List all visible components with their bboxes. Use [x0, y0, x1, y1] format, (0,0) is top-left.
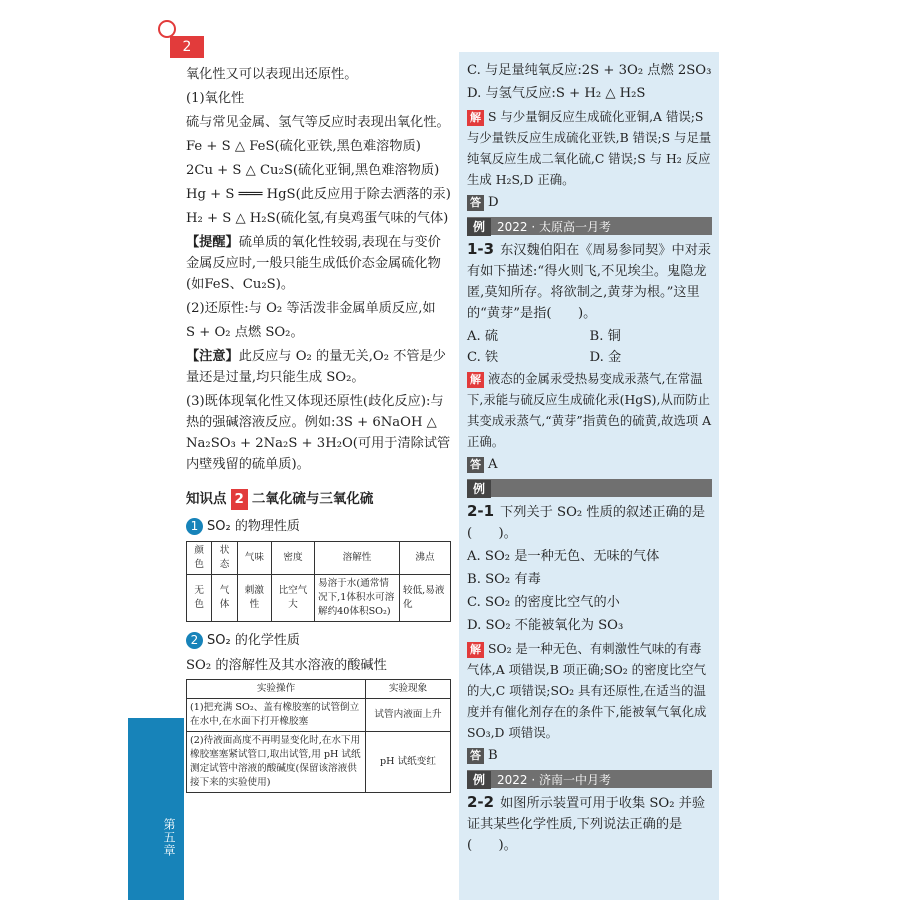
equation-hg: Hg + S ═══ HgS(此反应用于除去洒落的汞) — [186, 187, 451, 202]
reduction-heading: (2)还原性:与 O₂ 等活泼非金属单质反应,如 — [186, 301, 436, 316]
table-cell: (1)把充满 SO₂、盖有橡胶塞的试管倒立在水中,在水面下打开橡胶塞 — [187, 699, 366, 732]
example-bar — [467, 479, 712, 497]
tip-label: 【提醒】 — [186, 235, 239, 250]
solution-3-text: SO₂ 是一种无色、有刺激性气味的有毒气体,A 项错误,B 项正确;SO₂ 的密度比空气的大,C 项错误;SO₂ 具有还原性,在适当的温度并有催化剂存在的条件下,能被氧气氧化成 SO₃,D 项错误。 — [467, 641, 707, 740]
solution-tag: 解 — [467, 372, 484, 388]
table-header: 颜色 — [187, 542, 212, 575]
solution-tag: 解 — [467, 110, 484, 126]
table-header: 溶解性 — [315, 542, 400, 575]
table-row — [187, 732, 451, 793]
table-header: 密度 — [271, 542, 314, 575]
example-label: 例 — [467, 480, 491, 498]
note-label: 【注意】 — [186, 349, 239, 364]
question-2-1 — [467, 501, 712, 544]
table-cell: 较低,易液化 — [400, 575, 451, 622]
answer-1-value: D — [488, 195, 499, 210]
oxidation-heading: (1)氧化性 — [186, 91, 245, 106]
note-paragraph — [186, 346, 451, 388]
answer-2 — [467, 454, 712, 475]
intro-text: 氧化性又可以表现出还原性。 — [186, 67, 358, 82]
table-header: 气味 — [237, 542, 271, 575]
solution-tag: 解 — [467, 642, 484, 658]
section-number-2: 2 — [186, 632, 203, 649]
option-item: B. 铜 — [589, 329, 621, 344]
section-chemical — [186, 630, 451, 651]
option-item: C. 铁 — [467, 350, 499, 365]
chemical-intro: SO₂ 的溶解性及其水溶液的酸碱性 — [186, 658, 387, 673]
solution-2 — [467, 368, 712, 452]
option-c: C. 与足量纯氧反应:2S + 3O₂ 点燃 2SO₃ — [467, 63, 712, 78]
physical-properties-table — [186, 541, 451, 622]
example-label: 例 — [467, 771, 491, 789]
right-column — [459, 52, 719, 900]
kp-label: 知识点 — [186, 491, 227, 507]
example-label: 例 — [467, 218, 491, 236]
option-item: A. SO₂ 是一种无色、无味的气体 — [467, 549, 660, 564]
table-header-row — [187, 542, 451, 575]
table-cell: 易溶于水(通常情况下,1体积水可溶解约40体积SO₂) — [315, 575, 400, 622]
option-item: D. SO₂ 不能被氧化为 SO₃ — [467, 618, 624, 633]
table-cell: 试管内液面上升 — [366, 699, 451, 732]
answer-1 — [467, 192, 712, 213]
note-text: 此反应与 O₂ 的量无关,O₂ 不管是少量还是过量,均只能生成 SO₂。 — [186, 349, 446, 385]
table-header-row — [187, 680, 451, 699]
question-options — [467, 326, 712, 368]
table-header: 状态 — [212, 542, 237, 575]
question-number: 2-1 — [467, 502, 495, 520]
kp-number: 2 — [231, 489, 248, 510]
table-cell: pH 试纸变红 — [366, 732, 451, 793]
table-header: 实验操作 — [187, 680, 366, 699]
tip-paragraph — [186, 232, 451, 295]
question-text: 如图所示装置可用于收集 SO₂ 并验证其某些化学性质,下列说法正确的是( )。 — [467, 796, 706, 853]
answer-3-value: B — [488, 748, 498, 763]
question-text: 下列关于 SO₂ 性质的叙述正确的是( )。 — [467, 505, 706, 541]
table-cell: 刺激性 — [237, 575, 271, 622]
table-cell: 比空气大 — [271, 575, 314, 622]
question-2-2 — [467, 792, 712, 856]
solution-2-text: 液态的金属汞受热易变成汞蒸气,在常温下,汞能与硫反应生成硫化汞(HgS),从而防止其变成汞蒸气,“黄芽”指黄色的硫黄,故选项 A 正确。 — [467, 371, 712, 449]
oxidation-desc: 硫与常见金属、氢气等反应时表现出氧化性。 — [186, 115, 450, 130]
section-chemical-title: SO₂ 的化学性质 — [207, 633, 300, 648]
equation-o2: S + O₂ 点燃 SO₂。 — [186, 325, 304, 340]
table-row — [187, 575, 451, 622]
example-source: 2022 · 济南一中月考 — [497, 773, 611, 787]
equation-h2: H₂ + S △ H₂S(硫化氢,有臭鸡蛋气味的气体) — [186, 211, 449, 226]
table-row — [187, 699, 451, 732]
table-cell: (2)待液面高度不再明显变化时,在水下用橡胶塞塞紧试管口,取出试管,用 pH 试纸测定试管中溶液的酸碱度(保留该溶液供接下来的实验使用) — [187, 732, 366, 793]
equation-fe: Fe + S △ FeS(硫化亚铁,黑色难溶物质) — [186, 139, 421, 154]
question-number: 2-2 — [467, 793, 495, 811]
answer-tag: 答 — [467, 195, 484, 211]
option-item: D. 金 — [589, 350, 622, 365]
answer-tag: 答 — [467, 748, 484, 764]
table-cell: 无色 — [187, 575, 212, 622]
chapter-tab — [128, 718, 184, 900]
answer-tag: 答 — [467, 457, 484, 473]
example-bar — [467, 770, 712, 788]
question-1-3 — [467, 239, 712, 324]
page-number: 2 — [170, 36, 204, 58]
solution-1-text: S 与少量铜反应生成硫化亚铜,A 错误;S 与少量铁反应生成硫化亚铁,B 错误;S 与足量纯氧反应生成二氧化硫,C 错误;S 与 H₂ 反应生成 H₂S,D 正确。 — [467, 109, 712, 187]
example-bar — [467, 217, 712, 235]
left-column — [186, 64, 451, 793]
right-column-content — [467, 60, 712, 858]
solution-1 — [467, 106, 712, 190]
section-physical-title: SO₂ 的物理性质 — [207, 519, 300, 534]
experiment-table — [186, 679, 451, 793]
example-source: 2022 · 太原高一月考 — [497, 220, 611, 234]
option-d: D. 与氢气反应:S + H₂ △ H₂S — [467, 86, 646, 101]
question-number: 1-3 — [467, 240, 495, 258]
option-item: A. 硫 — [467, 329, 499, 344]
table-cell: 气体 — [212, 575, 237, 622]
option-item: C. SO₂ 的密度比空气的小 — [467, 595, 620, 610]
equation-cu: 2Cu + S △ Cu₂S(硫化亚铜,黑色难溶物质) — [186, 163, 440, 178]
table-header: 实验现象 — [366, 680, 451, 699]
answer-2-value: A — [488, 457, 498, 472]
chapter-label: 第五章 — [162, 818, 176, 857]
option-item: B. SO₂ 有毒 — [467, 572, 541, 587]
disproportionation-text: (3)既体现氧化性又体现还原性(歧化反应):与热的强碱溶液反应。例如:3S + 6NaOH △ Na₂SO₃ + 2Na₂S + 3H₂O(可用于清除试管内壁残留的硫单质)。 — [186, 394, 451, 472]
table-header: 沸点 — [400, 542, 451, 575]
solution-3 — [467, 638, 712, 743]
knowledge-point-title — [186, 489, 451, 510]
tip-text: 硫单质的氧化性较弱,表现在与变价金属反应时,一般只能生成低价态金属硫化物(如FeS、Cu₂S)。 — [186, 235, 441, 292]
section-physical — [186, 516, 451, 537]
question-text: 东汉魏伯阳在《周易参同契》中对汞有如下描述:“得火则飞,不见埃尘。鬼隐龙匿,莫知所存。将欲制之,黄芽为根。”这里的“黄芽”是指( )。 — [467, 243, 712, 321]
section-number-1: 1 — [186, 518, 203, 535]
answer-3 — [467, 745, 712, 766]
kp-title-text: 二氧化硫与三氧化硫 — [251, 491, 374, 507]
